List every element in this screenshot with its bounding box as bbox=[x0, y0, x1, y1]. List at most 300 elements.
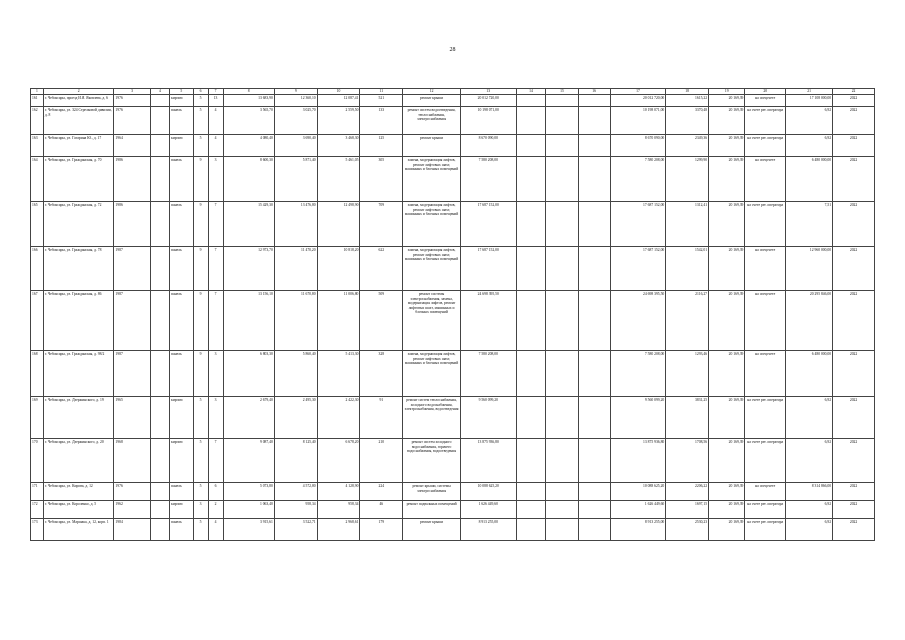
cell-fund: на спецсчете bbox=[745, 483, 786, 501]
cell-fund: на счете рег. оператора bbox=[745, 501, 786, 519]
cell-a1: 3 565,70 bbox=[223, 107, 274, 135]
cell-cost: 8 670 090,00 bbox=[460, 135, 516, 157]
cell-sum: 7,51 bbox=[786, 202, 833, 247]
cell-yr: 2022 bbox=[833, 519, 875, 541]
cell-year: 1986 bbox=[114, 157, 150, 202]
cell-fund: на счете рег. оператора bbox=[745, 107, 786, 135]
cell-fl: 9 bbox=[193, 291, 208, 351]
cell-c15 bbox=[546, 247, 578, 291]
cell-addr: г. Чебоксары, ул. Дзержинского, д. 19 bbox=[43, 397, 114, 439]
cell-year: 1965 bbox=[114, 397, 150, 439]
cell-n: 172 bbox=[31, 501, 44, 519]
cell-cost2: 17 687 152,00 bbox=[610, 247, 666, 291]
cell-n: 164 bbox=[31, 157, 44, 202]
cell-lim: 20 169,39 bbox=[709, 291, 745, 351]
cell-c4 bbox=[150, 519, 169, 541]
cell-res: 709 bbox=[360, 202, 403, 247]
table-row bbox=[31, 107, 875, 135]
cell-a1: 3 915,61 bbox=[223, 519, 274, 541]
cell-unit: 1615,22 bbox=[666, 95, 709, 107]
cell-cost2: 1 626 449,60 bbox=[610, 501, 666, 519]
cell-addr: г. Чебоксары, ул. Гражданская, д. 98/2 bbox=[43, 351, 114, 397]
cell-ent: 7 bbox=[208, 291, 223, 351]
cell-cost: 17 687 152,00 bbox=[460, 247, 516, 291]
cell-cost: 7 580 208,00 bbox=[460, 351, 516, 397]
cell-yr: 2022 bbox=[833, 351, 875, 397]
cell-yr: 2022 bbox=[833, 95, 875, 107]
cell-a2: 13 476,80 bbox=[274, 202, 317, 247]
cell-mat: панель bbox=[170, 483, 194, 501]
cell-mat: панель bbox=[170, 202, 194, 247]
cell-work: ремонт крыши bbox=[403, 95, 461, 107]
cell-c14 bbox=[516, 202, 546, 247]
cell-a2: 12 360,10 bbox=[274, 95, 317, 107]
cell-mat: панель bbox=[170, 291, 194, 351]
cell-cost: 10 198 071,00 bbox=[460, 107, 516, 135]
cell-unit: 1697,15 bbox=[666, 501, 709, 519]
cell-a2: 958,34 bbox=[274, 501, 317, 519]
col-header: 22 bbox=[833, 89, 875, 95]
table-row bbox=[31, 351, 875, 397]
cell-c15 bbox=[546, 157, 578, 202]
cell-lim: 20 169,39 bbox=[709, 519, 745, 541]
cell-fund: на спецсчете bbox=[745, 291, 786, 351]
cell-c16 bbox=[578, 202, 610, 247]
cell-fl: 5 bbox=[193, 397, 208, 439]
cell-unit: 1299,90 bbox=[666, 157, 709, 202]
cell-a2: 3 025,70 bbox=[274, 107, 317, 135]
cell-unit: 1542,01 bbox=[666, 247, 709, 291]
cell-mat: панель bbox=[170, 247, 194, 291]
cell-c15 bbox=[546, 439, 578, 483]
cell-a2: 3 690,40 bbox=[274, 135, 317, 157]
col-header: 17 bbox=[610, 89, 666, 95]
cell-lim: 20 169,39 bbox=[709, 135, 745, 157]
cell-c16 bbox=[578, 351, 610, 397]
cell-c16 bbox=[578, 483, 610, 501]
cell-res: 133 bbox=[360, 107, 403, 135]
cell-a3: 10 818,20 bbox=[317, 247, 360, 291]
cell-fl: 9 bbox=[193, 247, 208, 291]
cell-n: 168 bbox=[31, 351, 44, 397]
cell-a3: 958,34 bbox=[317, 501, 360, 519]
cell-ent: 7 bbox=[208, 247, 223, 291]
cell-lim: 20 169,39 bbox=[709, 107, 745, 135]
cell-c15 bbox=[546, 95, 578, 107]
cell-work: замена, модернизация лифтов, ремонт лифтовых шахт, машинных и блочных помещений bbox=[403, 157, 461, 202]
cell-res: 509 bbox=[360, 291, 403, 351]
cell-c4 bbox=[150, 107, 169, 135]
cell-addr: г. Чебоксары, ул. Гагарина Ю., д. 17 bbox=[43, 135, 114, 157]
cell-res: 521 bbox=[360, 95, 403, 107]
cell-a3: 2 559,50 bbox=[317, 107, 360, 135]
cell-addr: г. Чебоксары, ул. Маршака, д. 12, корп. 1 bbox=[43, 519, 114, 541]
cell-fund: на спецсчете bbox=[745, 351, 786, 397]
cell-c15 bbox=[546, 291, 578, 351]
col-header: 20 bbox=[745, 89, 786, 95]
col-header: 5 bbox=[170, 89, 194, 95]
cell-year: 1987 bbox=[114, 247, 150, 291]
cell-a3: 4 128,90 bbox=[317, 483, 360, 501]
col-header: 8 bbox=[223, 89, 274, 95]
cell-addr: г. Чебоксары, ул. Дзержинского, д. 20 bbox=[43, 439, 114, 483]
cell-mat: кирпич bbox=[170, 501, 194, 519]
cell-cost: 9 560 099,20 bbox=[460, 397, 516, 439]
cell-addr: г. Чебоксары, ул. Гражданская, д. 86 bbox=[43, 291, 114, 351]
cell-ent: 6 bbox=[208, 483, 223, 501]
cell-fl: 5 bbox=[193, 95, 208, 107]
cell-c14 bbox=[516, 397, 546, 439]
cell-sum: 6 480 000,00 bbox=[786, 351, 833, 397]
cell-cost: 1 626 449,60 bbox=[460, 501, 516, 519]
cell-fund: на счете рег. оператора bbox=[745, 397, 786, 439]
cell-a2: 5 860,40 bbox=[274, 351, 317, 397]
page-number: 28 bbox=[449, 47, 456, 53]
cell-year: 1986 bbox=[114, 202, 150, 247]
cell-c14 bbox=[516, 247, 546, 291]
cell-year: 1987 bbox=[114, 351, 150, 397]
col-header: 13 bbox=[460, 89, 516, 95]
cell-c4 bbox=[150, 135, 169, 157]
cell-sum: 6,92 bbox=[786, 135, 833, 157]
cell-c15 bbox=[546, 135, 578, 157]
cell-a3: 5 461,05 bbox=[317, 157, 360, 202]
cell-sum: 6 480 000,00 bbox=[786, 157, 833, 202]
cell-cost: 7 580 208,00 bbox=[460, 157, 516, 202]
cell-sum: 6,92 bbox=[786, 397, 833, 439]
cell-a2: 4 572,80 bbox=[274, 483, 317, 501]
cell-res: 622 bbox=[360, 247, 403, 291]
table-row bbox=[31, 202, 875, 247]
cell-sum: 6,92 bbox=[786, 501, 833, 519]
cell-cost: 20 012 720,00 bbox=[460, 95, 516, 107]
cell-unit: 1312,41 bbox=[666, 202, 709, 247]
cell-c15 bbox=[546, 519, 578, 541]
cell-mat: кирпич bbox=[170, 95, 194, 107]
cell-c16 bbox=[578, 157, 610, 202]
cell-c16 bbox=[578, 439, 610, 483]
cell-a1: 13 156,10 bbox=[223, 291, 274, 351]
cell-n: 173 bbox=[31, 519, 44, 541]
table-row bbox=[31, 247, 875, 291]
cell-a2: 3 522,71 bbox=[274, 519, 317, 541]
cell-res: 125 bbox=[360, 135, 403, 157]
col-header: 11 bbox=[360, 89, 403, 95]
cell-year: 1987 bbox=[114, 291, 150, 351]
cell-c4 bbox=[150, 351, 169, 397]
cell-n: 167 bbox=[31, 291, 44, 351]
cell-fund: на счете рег. оператора bbox=[745, 135, 786, 157]
cell-cost: 13 875 936,80 bbox=[460, 439, 516, 483]
cell-c14 bbox=[516, 95, 546, 107]
cell-mat: панель bbox=[170, 107, 194, 135]
col-header: 15 bbox=[546, 89, 578, 95]
cell-sum: 17 108 000,00 bbox=[786, 95, 833, 107]
col-header: 7 bbox=[208, 89, 223, 95]
cell-unit: 2530,23 bbox=[666, 519, 709, 541]
cell-res: 91 bbox=[360, 397, 403, 439]
col-header: 2 bbox=[43, 89, 114, 95]
cell-c4 bbox=[150, 483, 169, 501]
cell-n: 161 bbox=[31, 95, 44, 107]
cell-work: ремонт крыши bbox=[403, 519, 461, 541]
cell-cost2: 8 913 255,00 bbox=[610, 519, 666, 541]
table-row bbox=[31, 95, 875, 107]
cell-lim: 20 169,39 bbox=[709, 157, 745, 202]
cell-c14 bbox=[516, 351, 546, 397]
cell-c14 bbox=[516, 135, 546, 157]
cell-fl: 5 bbox=[193, 107, 208, 135]
col-header: 14 bbox=[516, 89, 546, 95]
cell-fl: 9 bbox=[193, 351, 208, 397]
cell-a2: 8 125,40 bbox=[274, 439, 317, 483]
cell-c14 bbox=[516, 157, 546, 202]
cell-fund: на спецсчете bbox=[745, 157, 786, 202]
table-row bbox=[31, 135, 875, 157]
cell-cost: 17 687 152,00 bbox=[460, 202, 516, 247]
cell-a3: 11 006,80 bbox=[317, 291, 360, 351]
cell-ent: 13 bbox=[208, 95, 223, 107]
cell-addr: г. Чебоксары, ул. Гражданская, д. 78 bbox=[43, 247, 114, 291]
cell-yr: 2022 bbox=[833, 291, 875, 351]
cell-c14 bbox=[516, 483, 546, 501]
table-row bbox=[31, 519, 875, 541]
cell-year: 1976 bbox=[114, 107, 150, 135]
cell-cost2: 7 580 208,00 bbox=[610, 351, 666, 397]
cell-n: 171 bbox=[31, 483, 44, 501]
cell-unit: 3831,25 bbox=[666, 397, 709, 439]
cell-ent: 7 bbox=[208, 202, 223, 247]
cell-year: 1976 bbox=[114, 95, 150, 107]
cell-res: 328 bbox=[360, 351, 403, 397]
cell-c4 bbox=[150, 397, 169, 439]
col-header: 12 bbox=[403, 89, 461, 95]
cell-fl: 5 bbox=[193, 519, 208, 541]
cell-lim: 20 169,39 bbox=[709, 247, 745, 291]
cell-cost: 24 698 395,50 bbox=[460, 291, 516, 351]
cell-cost2: 13 875 936,80 bbox=[610, 439, 666, 483]
cell-yr: 2022 bbox=[833, 501, 875, 519]
cell-work: ремонт крыши bbox=[403, 135, 461, 157]
table-row bbox=[31, 483, 875, 501]
cell-year: 1964 bbox=[114, 135, 150, 157]
cell-sum: 6,92 bbox=[786, 439, 833, 483]
cell-c14 bbox=[516, 439, 546, 483]
cell-unit: 3370,48 bbox=[666, 107, 709, 135]
cell-c4 bbox=[150, 202, 169, 247]
cell-work: замена, модернизация лифтов, ремонт лифтовых шахт, машинных и блочных помещений bbox=[403, 247, 461, 291]
cell-c15 bbox=[546, 397, 578, 439]
cell-a1: 15 429,30 bbox=[223, 202, 274, 247]
table-row bbox=[31, 157, 875, 202]
cell-fl: 9 bbox=[193, 157, 208, 202]
cell-mat: панель bbox=[170, 351, 194, 397]
cell-c15 bbox=[546, 107, 578, 135]
cell-fl: 5 bbox=[193, 135, 208, 157]
cell-work: замена, модернизация лифтов, ремонт лифтовых шахт, машинных и блочных помещений bbox=[403, 351, 461, 397]
cell-ent: 7 bbox=[208, 439, 223, 483]
col-header: 10 bbox=[317, 89, 360, 95]
cell-sum: 20 295 846,00 bbox=[786, 291, 833, 351]
cell-c4 bbox=[150, 291, 169, 351]
cell-c16 bbox=[578, 107, 610, 135]
cell-lim: 20 169,39 bbox=[709, 483, 745, 501]
cell-unit: 2116,27 bbox=[666, 291, 709, 351]
cell-a3: 6 678,20 bbox=[317, 439, 360, 483]
cell-a1: 13 683,90 bbox=[223, 95, 274, 107]
cell-c16 bbox=[578, 397, 610, 439]
cell-res: 210 bbox=[360, 439, 403, 483]
cell-fl: 3 bbox=[193, 501, 208, 519]
cell-fund: на счете рег. оператора bbox=[745, 439, 786, 483]
cell-a3: 2 422,30 bbox=[317, 397, 360, 439]
cell-sum: 6,92 bbox=[786, 107, 833, 135]
cell-yr: 2022 bbox=[833, 107, 875, 135]
cell-fund: на счете рег. оператора bbox=[745, 202, 786, 247]
cell-work: замена, модернизация лифтов, ремонт лифтовых шахт, машинных и блочных помещений bbox=[403, 202, 461, 247]
cell-a3: 12 087,41 bbox=[317, 95, 360, 107]
table-row bbox=[31, 291, 875, 351]
cell-res: 179 bbox=[360, 519, 403, 541]
cell-yr: 2022 bbox=[833, 397, 875, 439]
cell-addr: г. Чебоксары, ул. Короленко, д. 5 bbox=[43, 501, 114, 519]
cell-ent: 3 bbox=[208, 157, 223, 202]
cell-work: ремонт подвальных помещений bbox=[403, 501, 461, 519]
cell-mat: панель bbox=[170, 157, 194, 202]
cell-yr: 2022 bbox=[833, 483, 875, 501]
cell-n: 165 bbox=[31, 202, 44, 247]
cell-a2: 2 495,30 bbox=[274, 397, 317, 439]
cell-mat: панель bbox=[170, 519, 194, 541]
cell-unit: 1293,46 bbox=[666, 351, 709, 397]
col-header: 16 bbox=[578, 89, 610, 95]
cell-a1: 2 679,40 bbox=[223, 397, 274, 439]
cell-fl: 5 bbox=[193, 439, 208, 483]
cell-mat: кирпич bbox=[170, 135, 194, 157]
cell-yr: 2022 bbox=[833, 135, 875, 157]
cell-cost2: 20 012 720,00 bbox=[610, 95, 666, 107]
cell-fund: на счете рег. оператора bbox=[745, 519, 786, 541]
cell-lim: 20 169,39 bbox=[709, 202, 745, 247]
col-header: 6 bbox=[193, 89, 208, 95]
cell-lim: 20 169,39 bbox=[709, 439, 745, 483]
cell-c4 bbox=[150, 157, 169, 202]
cell-fl: 9 bbox=[193, 202, 208, 247]
cell-a2: 11 470,20 bbox=[274, 247, 317, 291]
cell-work: ремонт системы электроснабжения, замена, модернизация лифтов, ремонт лифтовых шахт, машинных и блочных помещений bbox=[403, 291, 461, 351]
cell-c16 bbox=[578, 95, 610, 107]
cell-a1: 4 080,40 bbox=[223, 135, 274, 157]
cell-c14 bbox=[516, 519, 546, 541]
cell-cost2: 8 670 090,00 bbox=[610, 135, 666, 157]
cell-cost: 8 913 255,00 bbox=[460, 519, 516, 541]
cell-res: 305 bbox=[360, 157, 403, 202]
cell-ent: 3 bbox=[208, 351, 223, 397]
cell-addr: г. Чебоксары, ул. Гражданская, д. 72 bbox=[43, 202, 114, 247]
cell-n: 170 bbox=[31, 439, 44, 483]
cell-cost2: 10 088 625,20 bbox=[610, 483, 666, 501]
cell-n: 166 bbox=[31, 247, 44, 291]
col-header: 9 bbox=[274, 89, 317, 95]
cell-n: 169 bbox=[31, 397, 44, 439]
cell-c15 bbox=[546, 351, 578, 397]
cell-c14 bbox=[516, 107, 546, 135]
cell-work: ремонт систем теплоснабжения, холодного водоснабжения, электроснабжения, водоотведения bbox=[403, 397, 461, 439]
cell-lim: 20 169,39 bbox=[709, 95, 745, 107]
cell-res: 46 bbox=[360, 501, 403, 519]
col-header: 3 bbox=[114, 89, 150, 95]
cell-a1: 8 600,30 bbox=[223, 157, 274, 202]
cell-c15 bbox=[546, 483, 578, 501]
cell-c15 bbox=[546, 202, 578, 247]
cell-ent: 3 bbox=[208, 397, 223, 439]
cell-ent: 2 bbox=[208, 501, 223, 519]
cell-fl: 5 bbox=[193, 483, 208, 501]
cell-sum: 8 314 866,00 bbox=[786, 483, 833, 501]
cell-year: 1984 bbox=[114, 519, 150, 541]
cell-lim: 20 169,39 bbox=[709, 351, 745, 397]
cell-a3: 12 498,90 bbox=[317, 202, 360, 247]
cell-fund: на спецсчете bbox=[745, 95, 786, 107]
cell-addr: г. Чебоксары, ул. 324 Стрелковой дивизии, д. 8 bbox=[43, 107, 114, 135]
cell-addr: г. Чебоксары, проезд И.Я. Яковлева, д. 6 bbox=[43, 95, 114, 107]
cell-a1: 9 087,40 bbox=[223, 439, 274, 483]
cell-addr: г. Чебоксары, ул. Гражданская, д. 70 bbox=[43, 157, 114, 202]
col-header: 4 bbox=[150, 89, 169, 95]
cell-c16 bbox=[578, 291, 610, 351]
cell-n: 162 bbox=[31, 107, 44, 135]
cell-mat: кирпич bbox=[170, 397, 194, 439]
cell-c4 bbox=[150, 247, 169, 291]
cell-c4 bbox=[150, 439, 169, 483]
col-header: 18 bbox=[666, 89, 709, 95]
cell-a3: 3 468,30 bbox=[317, 135, 360, 157]
cell-yr: 2022 bbox=[833, 202, 875, 247]
cell-unit: 1708,56 bbox=[666, 439, 709, 483]
cell-yr: 2022 bbox=[833, 157, 875, 202]
capital-repair-table bbox=[30, 88, 875, 541]
cell-cost: 10 088 625,20 bbox=[460, 483, 516, 501]
table-row bbox=[31, 501, 875, 519]
cell-year: 1976 bbox=[114, 483, 150, 501]
cell-year: 1968 bbox=[114, 439, 150, 483]
cell-sum: 12 960 000,00 bbox=[786, 247, 833, 291]
cell-ent: 4 bbox=[208, 135, 223, 157]
col-header: 21 bbox=[786, 89, 833, 95]
cell-sum: 6,92 bbox=[786, 519, 833, 541]
cell-yr: 2022 bbox=[833, 247, 875, 291]
cell-a1: 1 063,40 bbox=[223, 501, 274, 519]
cell-a1: 6 803,30 bbox=[223, 351, 274, 397]
cell-c16 bbox=[578, 135, 610, 157]
cell-c4 bbox=[150, 501, 169, 519]
cell-cost2: 7 580 208,00 bbox=[610, 157, 666, 202]
cell-lim: 20 169,39 bbox=[709, 397, 745, 439]
cell-lim: 20 169,39 bbox=[709, 501, 745, 519]
cell-work: ремонт систем холодного водоснабжения, горячего водоснабжения, водоотведения bbox=[403, 439, 461, 483]
cell-c4 bbox=[150, 95, 169, 107]
cell-addr: г. Чебоксары, ул. Кирова, д. 12 bbox=[43, 483, 114, 501]
cell-a2: 11 670,80 bbox=[274, 291, 317, 351]
cell-a1: 12 973,70 bbox=[223, 247, 274, 291]
table-row bbox=[31, 397, 875, 439]
table-row bbox=[31, 439, 875, 483]
cell-fund: на спецсчете bbox=[745, 247, 786, 291]
cell-unit: 2206,22 bbox=[666, 483, 709, 501]
cell-unit: 2349,36 bbox=[666, 135, 709, 157]
cell-work: ремонт систем водоотведения, теплоснабжения, электроснабжения bbox=[403, 107, 461, 135]
cell-c15 bbox=[546, 501, 578, 519]
